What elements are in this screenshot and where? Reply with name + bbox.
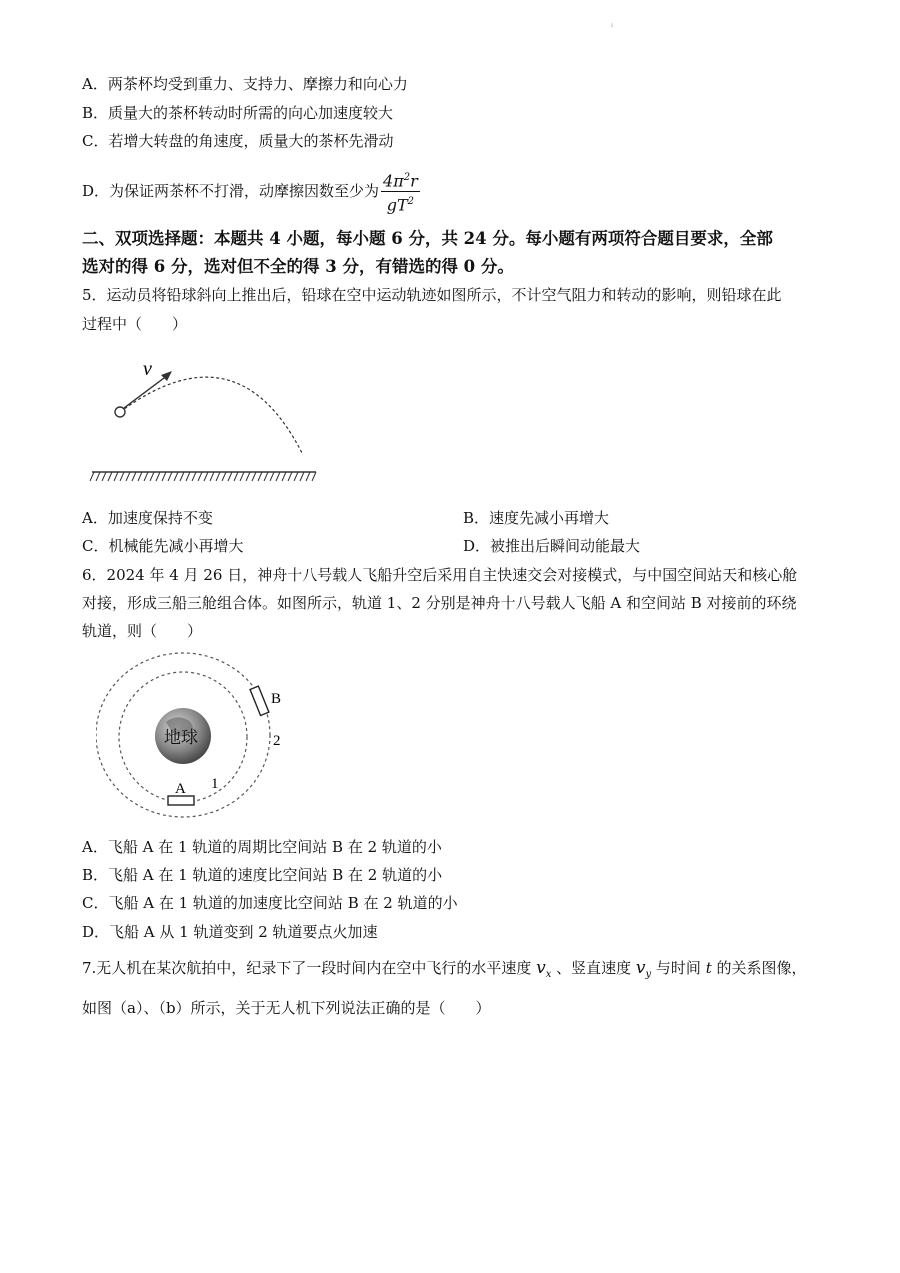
q4-option-b: B．质量大的茶杯转动时所需的向心加速度较大	[82, 104, 394, 122]
spacecraft-a-icon	[168, 796, 194, 805]
space-station-b-icon	[250, 686, 269, 715]
q5-option-a: A．加速度保持不变	[82, 509, 213, 527]
q5-option-b: B．速度先减小再增大	[463, 509, 610, 527]
label-a: A	[175, 781, 186, 797]
vx-sub: x	[545, 969, 552, 980]
q6-option-d: D．飞船 A 从 1 轨道变到 2 轨道要点火加速	[82, 923, 378, 941]
q4-option-d-text: D．为保证两茶杯不打滑，动摩擦因数至少为	[82, 181, 380, 200]
header-mark: ı	[611, 22, 613, 29]
formula-numerator: 4π	[383, 171, 404, 191]
q4-option-d	[82, 168, 420, 216]
formula-denominator: gT	[386, 195, 408, 215]
orbit-2-label: 2	[273, 733, 281, 749]
vy-sub: y	[645, 969, 652, 980]
formula-den-sup: 2	[407, 196, 415, 208]
q6-option-b: B．飞船 A 在 1 轨道的速度比空间站 B 在 2 轨道的小	[82, 866, 443, 884]
shot-put-trajectory-figure	[88, 345, 328, 490]
section2-line2: 选对的得 6 分，选对但不全的得 3 分，有错选的得 0 分。	[82, 257, 514, 276]
t-symbol: t	[705, 959, 712, 977]
formula-num-sup: 2	[403, 172, 411, 183]
q6-option-a: A．飞船 A 在 1 轨道的周期比空间站 B 在 2 轨道的小	[82, 838, 442, 856]
section2-line1: 二、双项选择题：本题共 4 小题，每小题 6 分，共 24 分。每小题有两项符合题目要求，全部	[82, 229, 773, 248]
friction-formula	[381, 168, 420, 216]
orbit-1-label: 1	[211, 776, 219, 792]
q7-stem-line1	[82, 958, 807, 985]
q6-stem-line2: 对接，形成三船三舱组合体。如图所示，轨道 1、2 分别是神舟十八号载人飞船 A 和空间站 B 对接前的环绕	[82, 594, 797, 612]
q6-option-c: C．飞船 A 在 1 轨道的加速度比空间站 B 在 2 轨道的小	[82, 894, 458, 912]
q7-stem-line2: 如图（a）、（b）所示，关于无人机下列说法正确的是（ ）	[82, 999, 491, 1017]
orbit-figure	[96, 650, 296, 825]
q5-option-c: C．机械能先减小再增大	[82, 537, 244, 555]
q4-option-a: A．两茶杯均受到重力、支持力、摩擦力和向心力	[82, 75, 408, 93]
q4-option-c: C．若增大转盘的角速度，质量大的茶杯先滑动	[82, 132, 394, 150]
q6-stem-line3: 轨道，则（ ）	[82, 622, 203, 640]
formula-num-var: r	[410, 171, 418, 191]
q6-stem-line1: 6．2024 年 4 月 26 日，神舟十八号载人飞船升空后采用自主快速交会对接模式，与中国空间站天和核心舱	[82, 566, 798, 584]
velocity-label: v	[143, 358, 152, 380]
vy-symbol: v	[635, 958, 646, 978]
vx-symbol: v	[536, 958, 546, 978]
earth-label: 地球	[164, 728, 198, 748]
q5-stem-line2: 过程中（ ）	[82, 315, 188, 333]
q7-text-c: 与时间	[651, 959, 706, 977]
q5-option-d: D．被推出后瞬间动能最大	[463, 537, 641, 555]
q7-text-a: 7.无人机在某次航拍中，纪录下了一段时间内在空中飞行的水平速度	[82, 959, 537, 977]
q7-text-d: 的关系图像，	[711, 959, 807, 977]
q7-text-b: 、竖直速度	[551, 959, 636, 977]
label-b: B	[271, 691, 282, 707]
q5-stem-line1: 5．运动员将铅球斜向上推出后，铅球在空中运动轨迹如图所示，不计空气阻力和转动的影响，则铅球在此	[82, 286, 782, 304]
